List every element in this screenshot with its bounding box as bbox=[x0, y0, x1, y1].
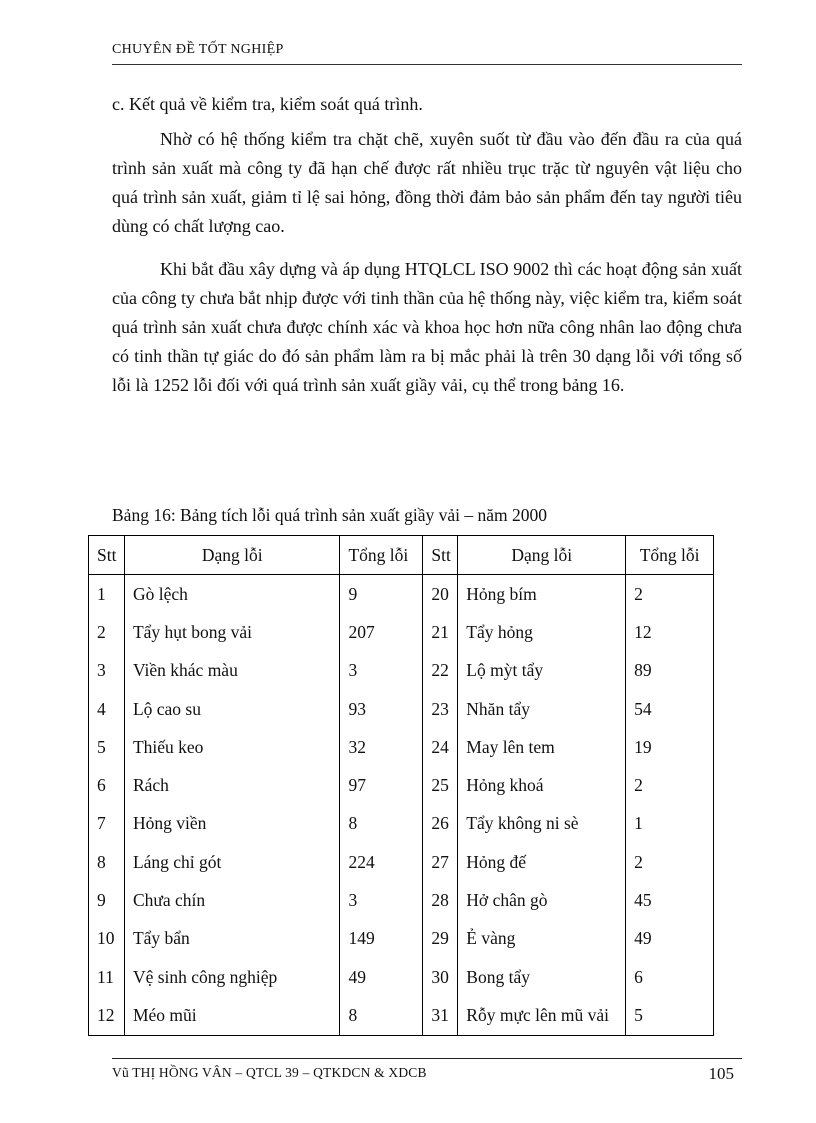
row-error-type-cell: Lộ mỳt tẩy bbox=[458, 652, 626, 690]
row-total-cell: 224 bbox=[340, 843, 423, 881]
table-row bbox=[89, 728, 714, 766]
table-row bbox=[89, 920, 714, 958]
row-stt-cell: 10 bbox=[89, 920, 125, 958]
row-total-cell: 149 bbox=[340, 920, 423, 958]
row-total-cell: 207 bbox=[340, 613, 423, 651]
table-row bbox=[89, 881, 714, 919]
row-error-type-cell: May lên tem bbox=[458, 728, 626, 766]
row-stt-cell: 9 bbox=[89, 881, 125, 919]
row-total-cell: 32 bbox=[340, 728, 423, 766]
row-total-cell: 6 bbox=[626, 958, 714, 996]
row-stt-cell: 23 bbox=[423, 690, 458, 728]
row-total-cell: 2 bbox=[626, 843, 714, 881]
row-stt-cell: 8 bbox=[89, 843, 125, 881]
row-total-cell: 54 bbox=[626, 690, 714, 728]
row-error-type-cell: Ẻ vàng bbox=[458, 920, 626, 958]
page-header bbox=[112, 38, 742, 68]
row-stt-cell: 1 bbox=[89, 575, 125, 614]
row-error-type-cell: Hỏng bím bbox=[458, 575, 626, 614]
row-total-cell: 89 bbox=[626, 652, 714, 690]
row-stt-cell: 26 bbox=[423, 805, 458, 843]
row-total-cell: 2 bbox=[626, 766, 714, 804]
row-total-cell: 2 bbox=[626, 575, 714, 614]
paragraph-text: Khi bắt đầu xây dựng và áp dụng HTQLCL ISO 9002 thì các hoạt động sản xuất của công ty chưa bắt nhịp được với tinh thần của hệ thống này, việc kiểm tra, kiểm soát quá trình sản xuất chưa được chính xác và khoa học hơn nữa công nhân lao động chưa có tinh thần tự giác do đó sản phẩm làm ra bị mắc phải là trên 30 dạng lỗi với tổng số lỗi là 1252 lỗi đối với quá trình sản xuất giầy vải, cụ thể trong bảng 16. bbox=[112, 259, 742, 395]
row-error-type-cell: Chưa chín bbox=[124, 881, 340, 919]
row-stt-cell: 29 bbox=[423, 920, 458, 958]
col-total-header: Tổng lỗi bbox=[626, 536, 714, 575]
footer-divider bbox=[112, 1058, 742, 1059]
row-error-type-cell: Viền khác màu bbox=[124, 652, 340, 690]
row-total-cell: 3 bbox=[340, 881, 423, 919]
table-row bbox=[89, 652, 714, 690]
row-total-cell: 49 bbox=[626, 920, 714, 958]
row-total-cell: 8 bbox=[340, 996, 423, 1035]
row-stt-cell: 20 bbox=[423, 575, 458, 614]
table-row bbox=[89, 996, 714, 1035]
row-total-cell: 5 bbox=[626, 996, 714, 1035]
row-stt-cell: 4 bbox=[89, 690, 125, 728]
col-error-type-header: Dạng lỗi bbox=[124, 536, 340, 575]
table-body bbox=[89, 575, 714, 1036]
row-total-cell: 9 bbox=[340, 575, 423, 614]
row-stt-cell: 25 bbox=[423, 766, 458, 804]
error-table bbox=[88, 535, 714, 1036]
row-stt-cell: 30 bbox=[423, 958, 458, 996]
col-stt-header: Stt bbox=[89, 536, 125, 575]
table-header-row bbox=[89, 536, 714, 575]
paragraph-2 bbox=[112, 255, 742, 400]
section-heading: c. Kết quả về kiểm tra, kiểm soát quá trình. bbox=[112, 94, 423, 114]
row-stt-cell: 7 bbox=[89, 805, 125, 843]
row-stt-cell: 5 bbox=[89, 728, 125, 766]
row-stt-cell: 31 bbox=[423, 996, 458, 1035]
table-row bbox=[89, 958, 714, 996]
row-error-type-cell: Méo mũi bbox=[124, 996, 340, 1035]
row-error-type-cell: Vệ sinh công nghiệp bbox=[124, 958, 340, 996]
row-total-cell: 97 bbox=[340, 766, 423, 804]
row-error-type-cell: Tẩy hỏng bbox=[458, 613, 626, 651]
page-footer bbox=[112, 1058, 742, 1088]
row-error-type-cell: Gò lệch bbox=[124, 575, 340, 614]
table-row bbox=[89, 690, 714, 728]
row-total-cell: 12 bbox=[626, 613, 714, 651]
row-total-cell: 93 bbox=[340, 690, 423, 728]
row-error-type-cell: Rách bbox=[124, 766, 340, 804]
col-stt-header: Stt bbox=[423, 536, 458, 575]
row-stt-cell: 21 bbox=[423, 613, 458, 651]
row-total-cell: 19 bbox=[626, 728, 714, 766]
row-stt-cell: 27 bbox=[423, 843, 458, 881]
table-row bbox=[89, 805, 714, 843]
row-stt-cell: 24 bbox=[423, 728, 458, 766]
row-error-type-cell: Tẩy bẩn bbox=[124, 920, 340, 958]
row-total-cell: 45 bbox=[626, 881, 714, 919]
paragraph-1 bbox=[112, 125, 742, 241]
row-error-type-cell: Lộ cao su bbox=[124, 690, 340, 728]
row-error-type-cell: Nhăn tẩy bbox=[458, 690, 626, 728]
col-total-header: Tổng lỗi bbox=[340, 536, 423, 575]
row-total-cell: 8 bbox=[340, 805, 423, 843]
row-error-type-cell: Thiếu keo bbox=[124, 728, 340, 766]
row-total-cell: 1 bbox=[626, 805, 714, 843]
row-stt-cell: 22 bbox=[423, 652, 458, 690]
row-error-type-cell: Hỏng viền bbox=[124, 805, 340, 843]
row-stt-cell: 12 bbox=[89, 996, 125, 1035]
row-stt-cell: 28 bbox=[423, 881, 458, 919]
row-total-cell: 49 bbox=[340, 958, 423, 996]
header-title: CHUYÊN ĐỀ TỐT NGHIỆP bbox=[112, 42, 284, 57]
paragraph-text: Nhờ có hệ thống kiểm tra chặt chẽ, xuyên suốt từ đầu vào đến đầu ra của quá trình sản xuất mà công ty đã hạn chế được rất nhiều trục trặc từ nguyên vật liệu cho quá trình sản xuất, giảm tỉ lệ sai hỏng, đồng thời đảm bảo sản phẩm đến tay người tiêu dùng có chất lượng cao. bbox=[112, 129, 742, 236]
table-row bbox=[89, 766, 714, 804]
header-divider bbox=[112, 64, 742, 65]
row-stt-cell: 2 bbox=[89, 613, 125, 651]
table-caption: Bảng 16: Bảng tích lỗi quá trình sản xuất giầy vải – năm 2000 bbox=[112, 505, 547, 525]
page-number: 105 bbox=[708, 1064, 734, 1083]
row-error-type-cell: Hỏng khoá bbox=[458, 766, 626, 804]
table-row bbox=[89, 575, 714, 614]
row-stt-cell: 11 bbox=[89, 958, 125, 996]
row-error-type-cell: Bong tẩy bbox=[458, 958, 626, 996]
row-error-type-cell: Láng chỉ gót bbox=[124, 843, 340, 881]
table-row bbox=[89, 843, 714, 881]
col-error-type-header: Dạng lỗi bbox=[458, 536, 626, 575]
row-error-type-cell: Rỗy mực lên mũ vải bbox=[458, 996, 626, 1035]
row-error-type-cell: Tẩy không ni sè bbox=[458, 805, 626, 843]
row-error-type-cell: Hở chân gò bbox=[458, 881, 626, 919]
footer-author: Vũ THỊ HỒNG VÂN – QTCL 39 – QTKDCN & XDCB bbox=[112, 1065, 427, 1080]
row-error-type-cell: Hỏng đế bbox=[458, 843, 626, 881]
row-error-type-cell: Tẩy hụt bong vải bbox=[124, 613, 340, 651]
row-total-cell: 3 bbox=[340, 652, 423, 690]
row-stt-cell: 3 bbox=[89, 652, 125, 690]
row-stt-cell: 6 bbox=[89, 766, 125, 804]
table-row bbox=[89, 613, 714, 651]
